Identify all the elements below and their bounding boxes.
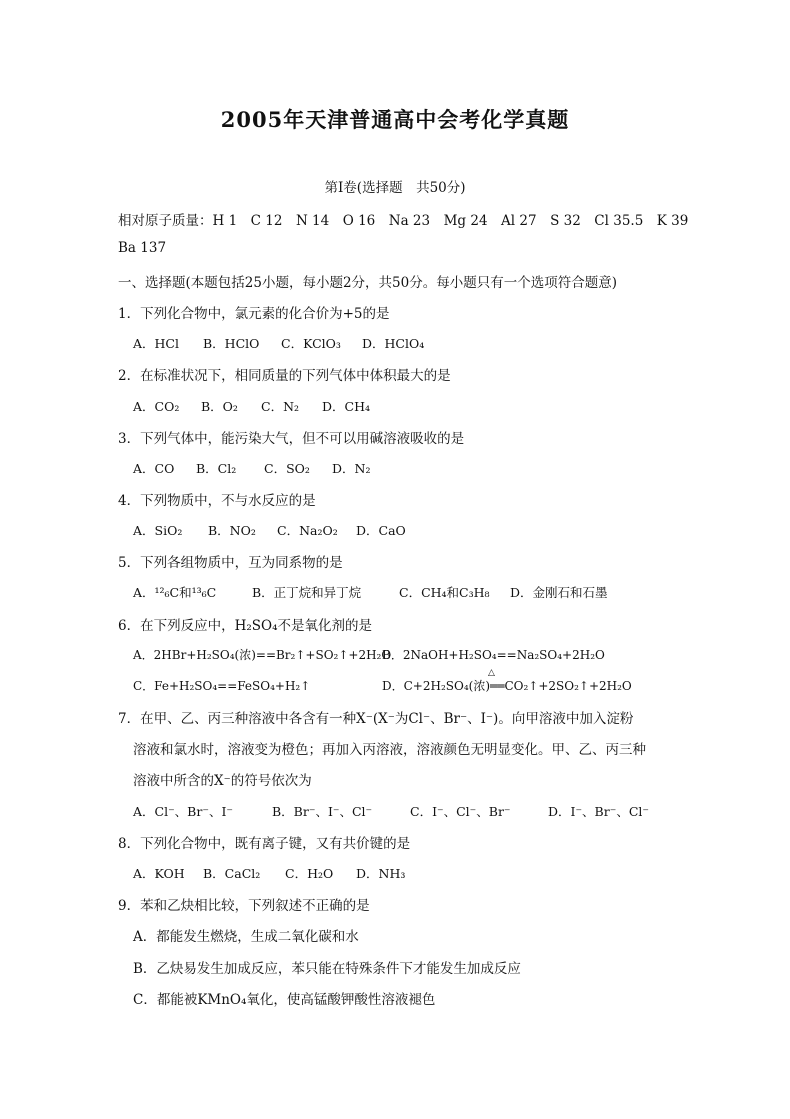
atomic-mass-line-cont: Ba 137 [118, 240, 167, 256]
question-option: B．HClO [203, 336, 260, 351]
question-stem: 6．在下列反应中，H₂SO₄不是氧化剂的是 [118, 618, 373, 634]
question-option: B．CaCl₂ [203, 866, 261, 881]
question-option: D．CaO [356, 523, 406, 538]
question-option: B．乙炔易发生加成反应，苯只能在特殊条件下才能发生加成反应 [133, 961, 521, 977]
question-option: C．CH₄和C₃H₈ [399, 585, 490, 600]
question-option: B．正丁烷和异丁烷 [252, 585, 362, 600]
question-option: D．HClO₄ [362, 336, 425, 351]
question-stem: 9．苯和乙炔相比较，下列叙述不正确的是 [118, 898, 370, 914]
question-option: C．都能被KMnO₄氧化，使高锰酸钾酸性溶液褪色 [133, 992, 436, 1008]
question-option: D．CH₄ [322, 399, 370, 414]
question-option: B．Cl₂ [196, 461, 237, 476]
question-option: A．KOH [133, 866, 185, 881]
question-option: C．KClO₃ [281, 336, 341, 351]
question-stem-cont: 溶液中所含的X⁻的符号依次为 [133, 773, 312, 789]
question-stem: 5．下列各组物质中，互为同系物的是 [118, 555, 343, 571]
question-stem: 4．下列物质中，不与水反应的是 [118, 493, 316, 509]
question-option: B．NO₂ [208, 523, 256, 538]
question-option: D．I⁻、Br⁻、Cl⁻ [548, 804, 649, 819]
question-option: A．CO [133, 461, 175, 476]
question-stem-cont: 溶液和氯水时，溶液变为橙色；再加入丙溶液，溶液颜色无明显变化。甲、乙、丙三种 [133, 742, 646, 758]
question-option: A．SiO₂ [133, 523, 183, 538]
question-option: C．Na₂O₂ [277, 523, 338, 538]
question-stem: 7．在甲、乙、丙三种溶液中各含有一种X⁻(X⁻为Cl⁻、Br⁻、I⁻)。向甲溶液中加入淀粉 [118, 711, 634, 727]
question-stem: 2．在标准状况下，相同质量的下列气体中体积最大的是 [118, 368, 451, 384]
page-title: 2005年天津普通高中会考化学真题 [220, 107, 570, 132]
question-option: D．NH₃ [356, 866, 406, 881]
question-option: A．CO₂ [133, 399, 180, 414]
question-option: C．Fe+H₂SO₄==FeSO₄+H₂↑ [133, 679, 311, 693]
question-option: A．都能发生燃烧，生成二氧化碳和水 [133, 929, 359, 945]
section-subtitle: 第Ⅰ卷(选择题 共50分) [324, 180, 466, 196]
question-option: C．I⁻、Cl⁻、Br⁻ [410, 804, 511, 819]
question-option: C．N₂ [261, 399, 300, 414]
question-option: A．HCl [133, 336, 179, 351]
question-option: A．Cl⁻、Br⁻、I⁻ [133, 804, 233, 819]
heat-symbol: △ [488, 668, 495, 678]
question-option: D．金刚石和石墨 [510, 585, 608, 600]
question-option: A．¹²₆C和¹³₆C [133, 585, 217, 600]
question-option: D．C+2H₂SO₄(浓)══CO₂↑+2SO₂↑+2H₂O [382, 679, 632, 693]
question-option: B．Br⁻、I⁻、Cl⁻ [272, 804, 373, 819]
question-option: A．2HBr+H₂SO₄(浓)==Br₂↑+SO₂↑+2H₂O [133, 648, 392, 662]
question-stem: 1．下列化合物中，氯元素的化合价为+5的是 [118, 306, 390, 322]
question-stem: 3．下列气体中，能污染大气，但不可以用碱溶液吸收的是 [118, 431, 465, 447]
atomic-mass-line: 相对原子质量：H 1 C 12 N 14 O 16 Na 23 Mg 24 Al 27 S 32 Cl 35.5 K 39 [118, 213, 689, 229]
question-stem: 8．下列化合物中，既有离子键，又有共价键的是 [118, 836, 411, 852]
section-heading: 一、选择题(本题包括25小题，每小题2分，共50分。每小题只有一个选项符合题意) [118, 275, 617, 291]
question-option: B．2NaOH+H₂SO₄==Na₂SO₄+2H₂O [382, 648, 605, 662]
question-option: C．SO₂ [264, 461, 310, 476]
question-option: D．N₂ [332, 461, 371, 476]
question-option: B．O₂ [201, 399, 238, 414]
question-option: C．H₂O [285, 866, 334, 881]
